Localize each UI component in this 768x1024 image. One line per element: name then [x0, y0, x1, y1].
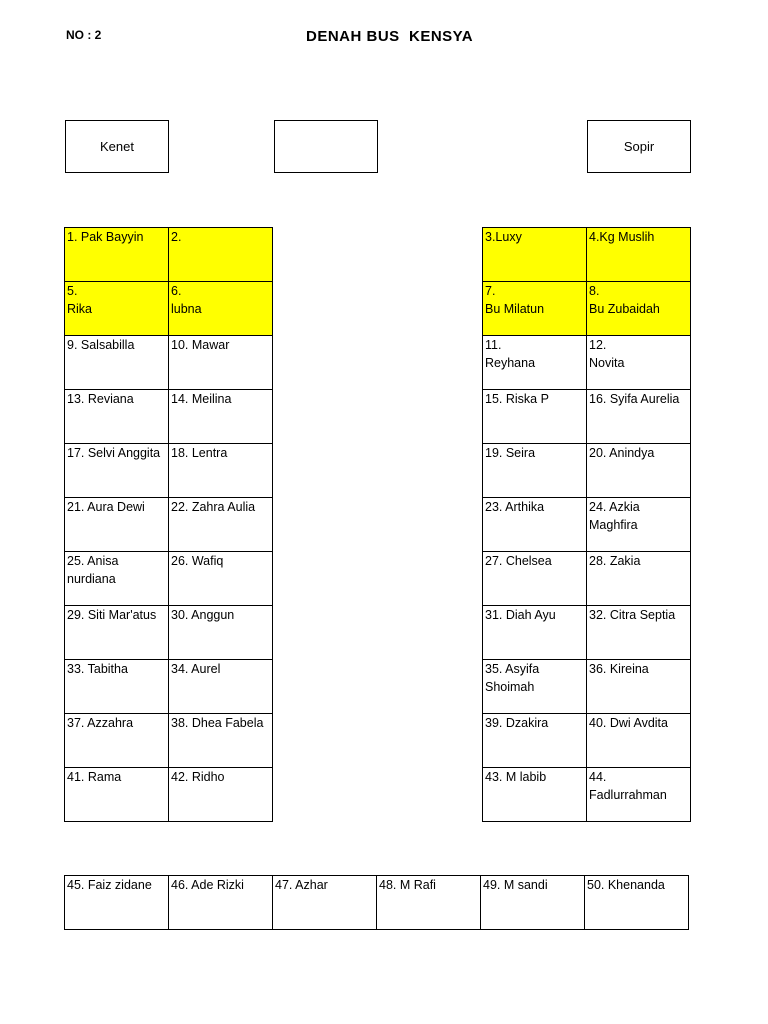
seat-cell: 49. M sandi	[481, 876, 585, 930]
seat-cell: 47. Azhar	[273, 876, 377, 930]
seat-cell: 10. Mawar	[169, 336, 273, 390]
seat-cell: 14. Meilina	[169, 390, 273, 444]
seat-cell: 38. Dhea Fabela	[169, 714, 273, 768]
seat-cell: 44. Fadlurrahman	[587, 768, 691, 822]
seat-cell: 25. Anisa nurdiana	[65, 552, 169, 606]
front-middle-box	[274, 120, 378, 173]
seat-cell: 23. Arthika	[483, 498, 587, 552]
seat-cell: 37. Azzahra	[65, 714, 169, 768]
seat-cell: 31. Diah Ayu	[483, 606, 587, 660]
kenet-box	[65, 120, 169, 173]
seat-cell: 17. Selvi Anggita	[65, 444, 169, 498]
seat-cell: 33. Tabitha	[65, 660, 169, 714]
seat-cell: 12. Novita	[587, 336, 691, 390]
seat-cell: 2.	[169, 228, 273, 282]
seat-cell: 8. Bu Zubaidah	[587, 282, 691, 336]
seat-cell: 5. Rika	[65, 282, 169, 336]
page-title: DENAH BUS KENSYA	[306, 28, 474, 45]
seat-cell: 13. Reviana	[65, 390, 169, 444]
back-seat-row	[64, 875, 689, 930]
seat-cell: 3.Luxy	[483, 228, 587, 282]
seat-cell: 9. Salsabilla	[65, 336, 169, 390]
seat-cell: 35. Asyifa Shoimah	[483, 660, 587, 714]
seat-cell: 39. Dzakira	[483, 714, 587, 768]
seat-cell: 26. Wafiq	[169, 552, 273, 606]
document-number: NO : 2	[66, 28, 102, 42]
seat-cell: 11. Reyhana	[483, 336, 587, 390]
seat-cell: 41. Rama	[65, 768, 169, 822]
seat-cell: 42. Ridho	[169, 768, 273, 822]
seat-cell: 45. Faiz zidane	[65, 876, 169, 930]
seat-cell: 21. Aura Dewi	[65, 498, 169, 552]
seat-cell: 32. Citra Septia	[587, 606, 691, 660]
seat-cell: 15. Riska P	[483, 390, 587, 444]
seat-cell: 22. Zahra Aulia	[169, 498, 273, 552]
seat-cell: 7. Bu Milatun	[483, 282, 587, 336]
seat-cell: 24. Azkia Maghfira	[587, 498, 691, 552]
seat-cell: 30. Anggun	[169, 606, 273, 660]
seat-cell: 34. Aurel	[169, 660, 273, 714]
kenet-label: Kenet	[100, 139, 134, 154]
seat-cell: 27. Chelsea	[483, 552, 587, 606]
seat-cell: 36. Kireina	[587, 660, 691, 714]
seat-cell: 18. Lentra	[169, 444, 273, 498]
seat-cell: 20. Anindya	[587, 444, 691, 498]
seat-cell: 6. lubna	[169, 282, 273, 336]
seat-cell: 43. M labib	[483, 768, 587, 822]
sopir-label: Sopir	[623, 139, 655, 154]
right-seat-block	[482, 227, 691, 822]
seat-cell: 19. Seira	[483, 444, 587, 498]
seat-cell: 46. Ade Rizki	[169, 876, 273, 930]
left-seat-block	[64, 227, 273, 822]
seat-cell: 1. Pak Bayyin	[65, 228, 169, 282]
seat-cell: 48. M Rafi	[377, 876, 481, 930]
seat-cell: 29. Siti Mar'atus	[65, 606, 169, 660]
seat-cell: 16. Syifa Aurelia	[587, 390, 691, 444]
seat-cell: 28. Zakia	[587, 552, 691, 606]
seat-cell: 40. Dwi Avdita	[587, 714, 691, 768]
seat-cell: 50. Khenanda	[585, 876, 689, 930]
seat-cell: 4.Kg Muslih	[587, 228, 691, 282]
sopir-box	[587, 120, 691, 173]
